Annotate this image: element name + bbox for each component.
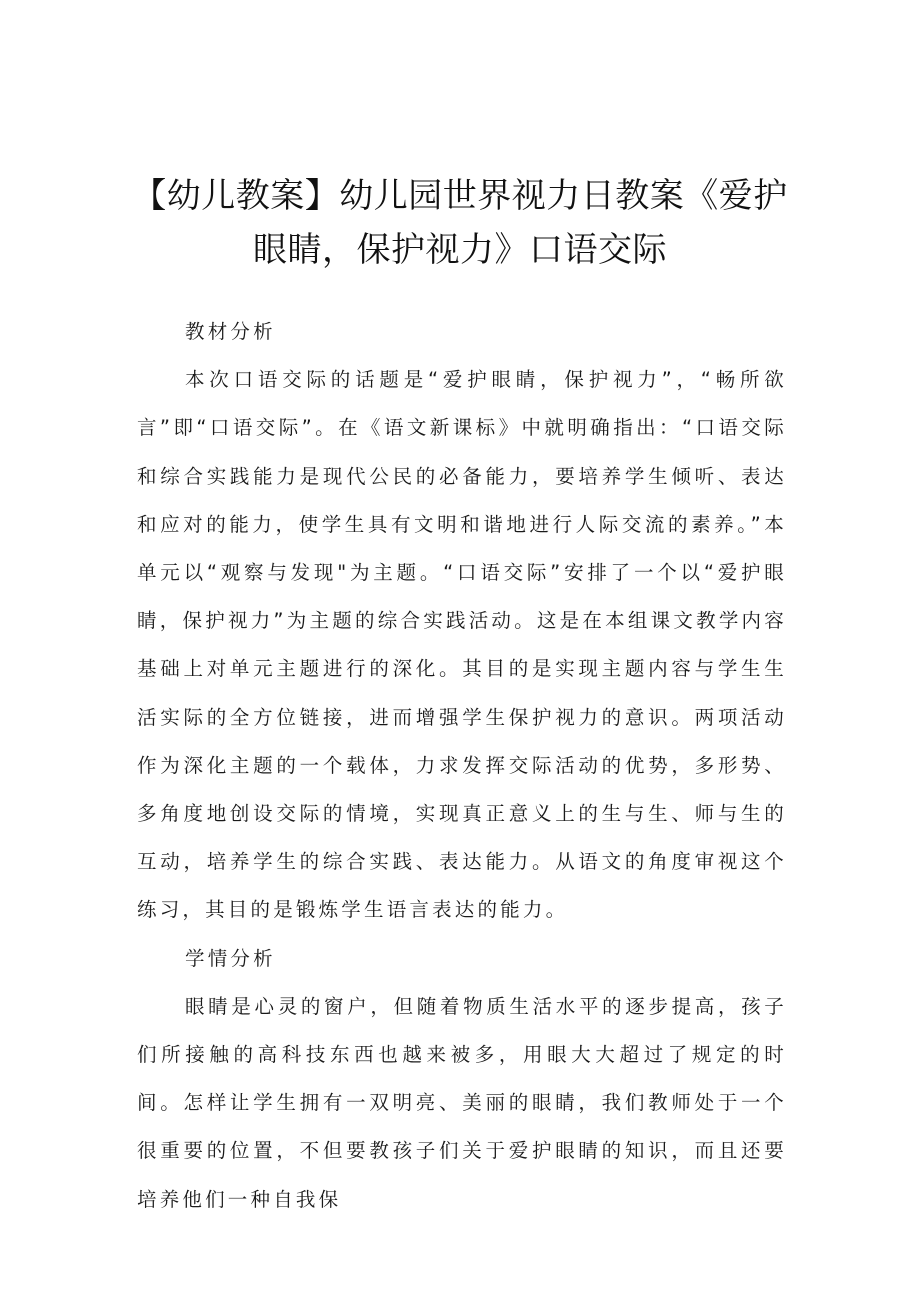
section-paragraph-student-analysis: 眼睛是心灵的窗户，但随着物质生活水平的逐步提高，孩子们所接触的高科技东西也越来被多，用眼大大超过了规定的时间。怎样让学生拥有一双明亮、美丽的眼睛，我们教师处于一个很重要的位置，不但要教孩子们关于爱护眼睛的知识，而且还要培养他们一种自我保 <box>137 994 787 1211</box>
document-title: 【幼儿教案】幼儿园世界视力日教案《爱护眼睛，保护视力》口语交际 <box>132 175 788 270</box>
section-heading-textbook-analysis: 教材分析 <box>185 320 276 343</box>
document-body <box>137 308 787 1224</box>
section-heading-student-analysis: 学情分析 <box>185 946 276 970</box>
section-paragraph-textbook-analysis: 本次口语交际的话题是“爱护眼睛，保护视力”，“畅所欲言”即“口语交际”。在《语文新课标》中就明确指出：“口语交际和综合实践能力是现代公民的必备能力，要培养学生倾听、表达和应对的能力，使学生具有文明和谐地进行人际交流的素养。”本单元以“观察与发现"为主题。“口语交际”安排了一个以“爱护眼睛，保护视力”为主题的综合实践活动。这是在本组课文教学内容基础上对单元主题进行的深化。其目的是实现主题内容与学生生活实际的全方位链接，进而增强学生保护视力的意识。两项活动作为深化主题的一个载体，力求发挥交际活动的优势，多形势、多角度地创设交际的情境，实现真正意义上的生与生、师与生的互动，培养学生的综合实践、表达能力。从语文的角度审视这个练习，其目的是锻炼学生语言表达的能力。 <box>137 368 787 922</box>
